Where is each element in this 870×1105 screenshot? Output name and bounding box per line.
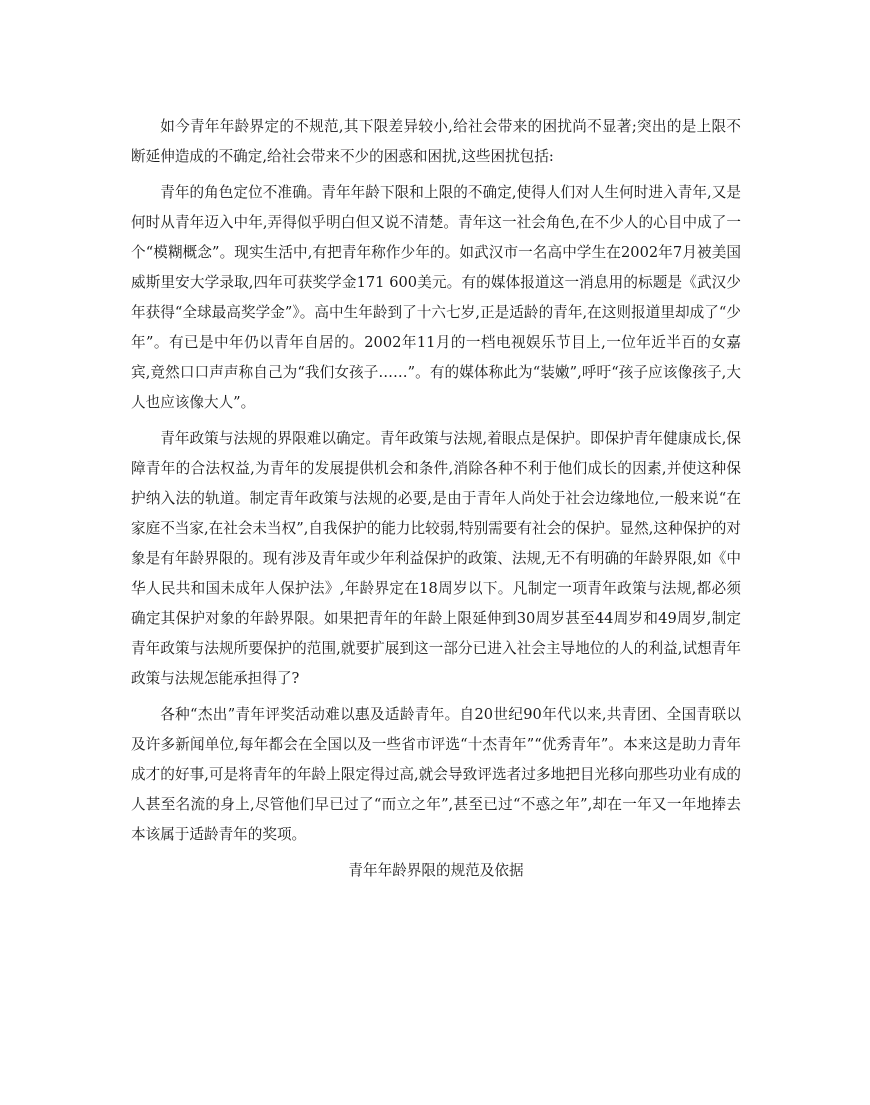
section-heading: 青年年龄界限的规范及依据 (348, 862, 524, 879)
paragraph-policy-limits: 青年政策与法规的界限难以确定。青年政策与法规,着眼点是保护。即保护青年健康成长,保障青年的合法权益,为青年的发展提供机会和条件,消除各种不利于他们成长的因素,并使这种保护纳入法的轨道。制定青年政策与法规的必要,是由于青年人尚处于社会边缘地位,一般来说“在家庭不当家,在社会未当权”,自我保护的能力比较弱,特别需要有社会的保护。显然,这种保护的对象是有年龄界限的。现有涉及青年或少年利益保护的政策、法规,无不有明确的年龄界限,如《中华人民共和国未成年人保护法》,年龄界定在18周岁以下。凡制定一项青年政策与法规,都必须确定其保护对象的年龄界限。如果把青年的年龄上限延伸到30周岁甚至44周岁和49周岁,制定青年政策与法规所要保护的范围,就要扩展到这一部分已进入社会主导地位的人的利益,试想青年政策与法规怎能承担得了? (131, 430, 741, 687)
paragraph-intro: 如今青年年龄界定的不规范,其下限差异较小,给社会带来的困扰尚不显著;突出的是上限不断延伸造成的不确定,给社会带来不少的困惑和困扰,这些困扰包括: (131, 118, 741, 165)
document-body (131, 112, 741, 892)
paragraph-role-positioning: 青年的角色定位不准确。青年年龄下限和上限的不确定,使得人们对人生何时进入青年,又是何时从青年迈入中年,弄得似乎明白但又说不清楚。青年这一社会角色,在不少人的心目中成了一个“模糊概念”。现实生活中,有把青年称作少年的。如武汉市一名高中学生在2002年7月被美国威斯里安大学录取,四年可获奖学金171 600美元。有的媒体报道这一消息用的标题是《武汉少年获得“全球最高奖学金”》。高中生年龄到了十六七岁,正是适龄的青年,在这则报道里却成了“少年”。有已是中年仍以青年自居的。2002年11月的一档电视娱乐节目上,一位年近半百的女嘉宾,竟然口口声声称自己为“我们女孩子……”。有的媒体称此为“装嫩”,呼吁“孩子应该像孩子,大人也应该像大人”。 (131, 184, 741, 411)
paragraph-awards: 各种“杰出”青年评奖活动难以惠及适龄青年。自20世纪90年代以来,共青团、全国青联以及许多新闻单位,每年都会在全国以及一些省市评选“十杰青年”“优秀青年”。本来这是助力青年成才的好事,可是将青年的年龄上限定得过高,就会导致评选者过多地把目光移向那些功业有成的人甚至名流的身上,尽管他们早已过了“而立之年”,甚至已过“不惑之年”,却在一年又一年地捧去本该属于适龄青年的奖项。 (131, 706, 741, 843)
